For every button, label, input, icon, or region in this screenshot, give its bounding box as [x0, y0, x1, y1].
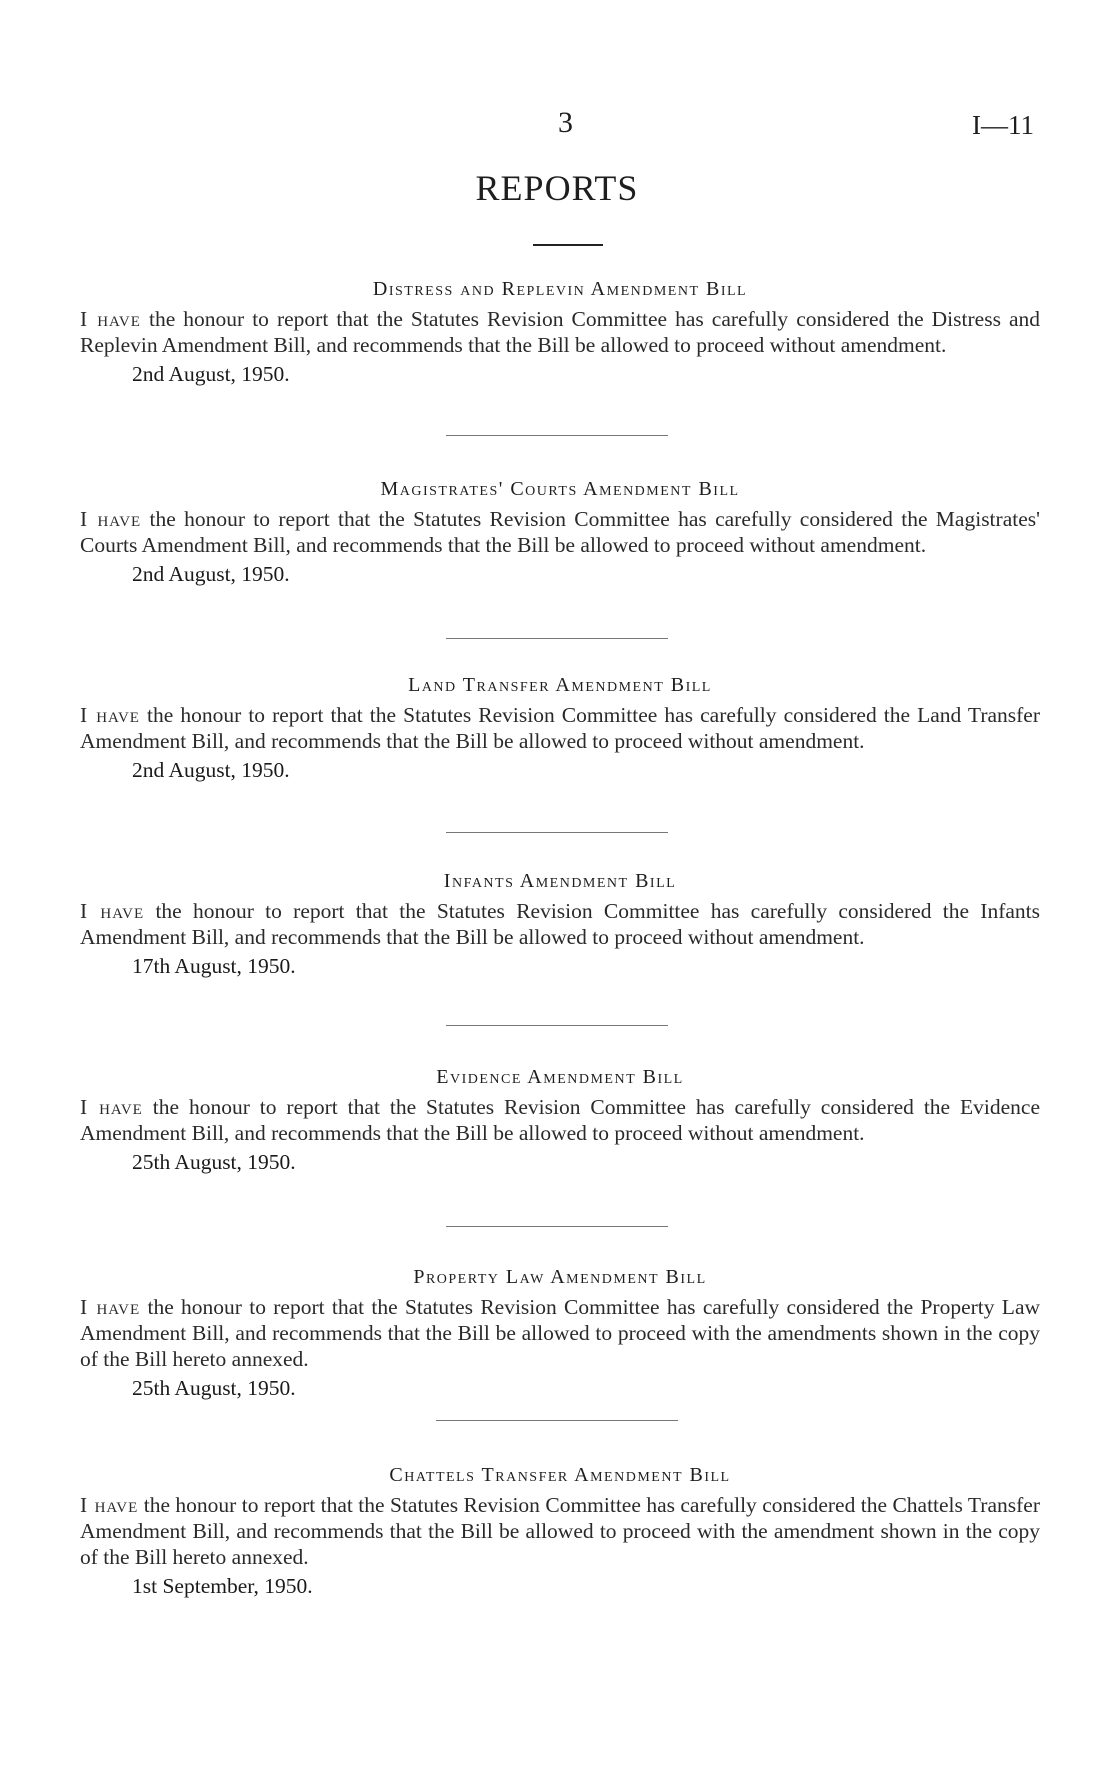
- section-separator: [446, 832, 668, 833]
- report-text: the honour to report that the Statutes Revision Committee has carefully considered the Property Law Amendment Bill, and recommends that the Bill be allowed to proceed with the amendments shown in the copy of the Bill hereto annexed.: [80, 1295, 1041, 1371]
- report-title: Infants Amendment Bill: [443, 870, 677, 892]
- report-body: [80, 1094, 1040, 1146]
- report-text: the honour to report that the Statutes Revision Committee has carefully considered the Distress and Replevin Amendment Bill, and recommends that the Bill be allowed to proceed without amendment.: [80, 307, 1041, 357]
- report-lead: I have: [80, 307, 141, 331]
- report-date: 2nd August, 1950.: [132, 758, 290, 782]
- report-text: the honour to report that the Statutes Revision Committee has carefully considered the Evidence Amendment Bill, and recommends that the Bill be allowed to proceed without amendment.: [80, 1095, 1041, 1145]
- report-property-law: [80, 1264, 1040, 1402]
- report-date: 25th August, 1950.: [132, 1150, 296, 1174]
- paper-reference: I—11: [972, 110, 1034, 140]
- report-text: the honour to report that the Statutes Revision Committee has carefully considered the Magistrates' Courts Amendment Bill, and recommends that the Bill be allowed to proceed without amendment.: [80, 507, 1040, 557]
- report-date: 25th August, 1950.: [132, 1376, 296, 1400]
- section-separator: [436, 1420, 678, 1421]
- report-date: 1st September, 1950.: [132, 1574, 313, 1598]
- report-title: Magistrates' Courts Amendment Bill: [380, 478, 740, 500]
- report-lead: I have: [80, 899, 145, 923]
- section-separator: [446, 1226, 668, 1227]
- report-title: Land Transfer Amendment Bill: [408, 674, 712, 696]
- report-body: [80, 1294, 1040, 1372]
- report-chattels-transfer: [80, 1462, 1040, 1600]
- report-evidence: [80, 1064, 1040, 1176]
- report-text: the honour to report that the Statutes Revision Committee has carefully considered the Land Transfer Amendment Bill, and recommends that the Bill be allowed to proceed without amendment.: [80, 703, 1040, 753]
- report-lead: I have: [80, 1295, 141, 1319]
- report-land-transfer: [80, 672, 1040, 784]
- report-lead: I have: [80, 507, 142, 531]
- report-date: 17th August, 1950.: [132, 954, 296, 978]
- report-body: [80, 702, 1040, 754]
- report-body: [80, 306, 1040, 358]
- heading-rule: [533, 244, 603, 246]
- report-title: Chattels Transfer Amendment Bill: [389, 1464, 731, 1486]
- report-body: [80, 1492, 1040, 1570]
- report-distress-replevin: [80, 276, 1040, 388]
- report-text: the honour to report that the Statutes Revision Committee has carefully considered the Infants Amendment Bill, and recommends that the Bill be allowed to proceed without amendment.: [80, 899, 1041, 949]
- report-body: [80, 506, 1040, 558]
- section-separator: [446, 638, 668, 639]
- page-number: 3: [558, 106, 573, 139]
- report-lead: I have: [80, 703, 140, 727]
- report-lead: I have: [80, 1493, 139, 1517]
- report-body: [80, 898, 1040, 950]
- report-title: Evidence Amendment Bill: [436, 1066, 684, 1088]
- report-title: Property Law Amendment Bill: [413, 1266, 707, 1288]
- page-heading: REPORTS: [475, 168, 639, 208]
- report-text: the honour to report that the Statutes Revision Committee has carefully considered the Chattels Transfer Amendment Bill, and recommends that the Bill be allowed to proceed with the amendment shown in the copy of the Bill hereto annexed.: [80, 1493, 1040, 1569]
- report-infants: [80, 868, 1040, 980]
- report-magistrates-courts: [80, 476, 1040, 588]
- report-date: 2nd August, 1950.: [132, 362, 290, 386]
- report-lead: I have: [80, 1095, 143, 1119]
- report-title: Distress and Replevin Amendment Bill: [372, 278, 748, 300]
- section-separator: [446, 435, 668, 436]
- section-separator: [446, 1025, 668, 1026]
- report-date: 2nd August, 1950.: [132, 562, 290, 586]
